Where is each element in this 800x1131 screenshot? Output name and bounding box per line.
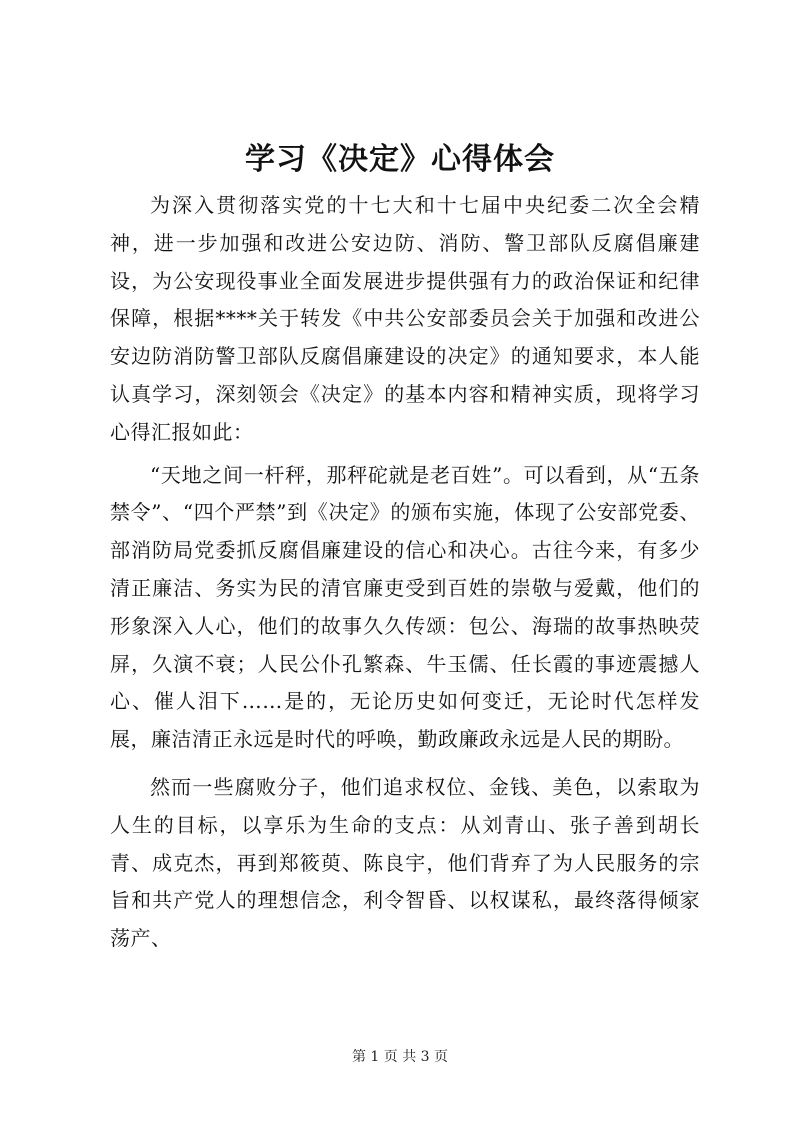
- document-body: [110, 187, 700, 958]
- page-footer: 第 1 页 共 3 页: [351, 1049, 449, 1065]
- paragraph-2: “天地之间一杆秤，那秤砣就是老百姓”。可以看到，从“五条禁令”、“四个严禁”到《决定》的颁布实施，体现了公安部党委、部消防局党委抓反腐倡廉建设的信心和决心。古往今来，有多少清正廉洁、务实为民的清官廉吏受到百姓的崇敬与爱戴，他们的形象深入人心，他们的故事久久传颂：包公、海瑞的故事热映荧屏，久演不衰；人民公仆孔繁森、牛玉儒、任长霞的事迹震撼人心、催人泪下……是的，无论历史如何变迁，无论时代怎样发展，廉洁清正永远是时代的呼唤，勤政廉政永远是人民的期盼。: [110, 462, 700, 752]
- paragraph-1: 为深入贯彻落实党的十七大和十七届中央纪委二次全会精神，进一步加强和改进公安边防、消防、警卫部队反腐倡廉建设，为公安现役事业全面发展进步提供强有力的政治保证和纪律保障，根据****关于转发《中共公安部委员会关于加强和改进公安边防消防警卫部队反腐倡廉建设的决定》的通知要求，本人能认真学习，深刻领会《决定》的基本内容和精神实质，现将学习心得汇报如此：: [110, 193, 700, 444]
- paragraph-3: 然而一些腐败分子，他们追求权位、金钱、美色，以索取为人生的目标，以享乐为生命的支点：从刘青山、张子善到胡长青、成克杰，再到郑筱萸、陈良宇，他们背弃了为人民服务的宗旨和共产党人的理想信念，利令智昏、以权谋私，最终落得倾家荡产、: [110, 774, 700, 951]
- document-title: 学习《决定》心得体会: [245, 142, 555, 177]
